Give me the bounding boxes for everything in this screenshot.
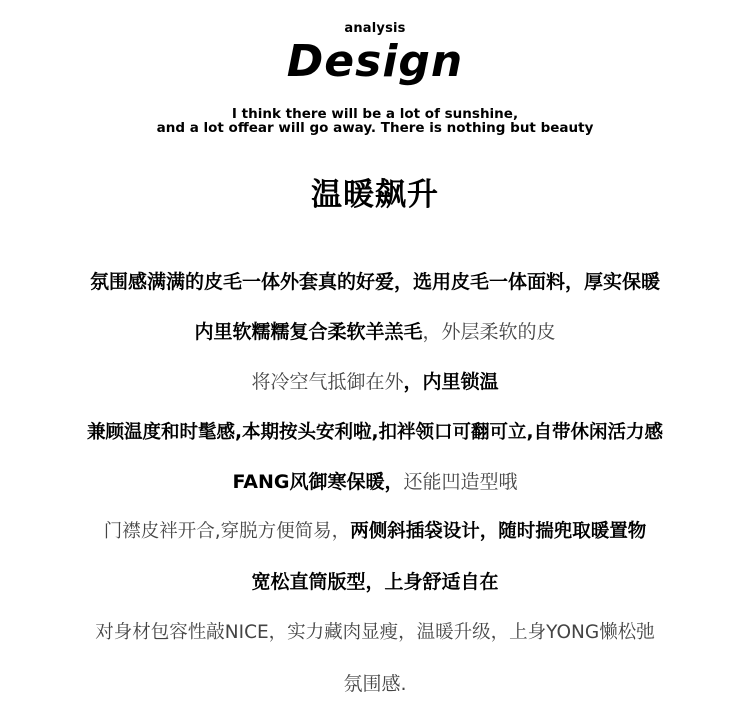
paragraph-8-normal: 对身材包容性敲NICE，实力藏肉显瘦，温暖升级，上身YONG懒松弛 [95,622,655,643]
tagline-line-1: I think there will be a lot of sunshine, [231,106,519,122]
paragraph-6-normal: 门襟皮袢开合,穿脱方便简易， [103,521,351,542]
paragraph-4 [0,419,750,447]
paragraph-2 [0,318,750,346]
analysis-label: analysis [344,21,406,36]
paragraph-5-bold: FANG风御寒保暖， [232,471,404,493]
paragraph-2-bold: 内里软糯糯复合柔软羊羔毛 [194,321,423,343]
paragraph-2-normal: ，外层柔软的皮 [422,321,556,343]
paragraph-1-bold: 氛围感满满的皮毛一体外套真的好爱，选用皮毛一体面料，厚实保暖 [89,271,660,293]
paragraph-7-bold: 宽松直筒版型，上身舒适自在 [251,571,499,593]
paragraph-9-normal: 氛围感. [343,673,407,695]
paragraph-3-bold: ，内里锁温 [403,371,499,393]
paragraph-5 [0,468,750,496]
paragraph-8 [0,619,750,647]
paragraph-7 [0,568,750,596]
page-title: 温暖飙升 [311,177,439,213]
paragraph-9 [0,670,750,698]
paragraph-4-bold: 兼顾温度和时髦感,本期按头安利啦,扣袢领口可翻可立,自带休闲活力感 [86,422,664,443]
paragraph-3-normal: 将冷空气抵御在外 [251,371,404,393]
paragraph-6-bold: 两侧斜插袋设计，随时揣兜取暖置物 [350,521,647,542]
paragraph-1 [0,268,750,296]
design-heading: Design [286,36,464,87]
tagline-line-2: and a lot offear will go away. There is nothing but beauty [156,120,594,136]
paragraph-5-normal: 还能凹造型哦 [403,471,518,493]
paragraph-6 [0,518,750,546]
paragraph-3 [0,368,750,396]
